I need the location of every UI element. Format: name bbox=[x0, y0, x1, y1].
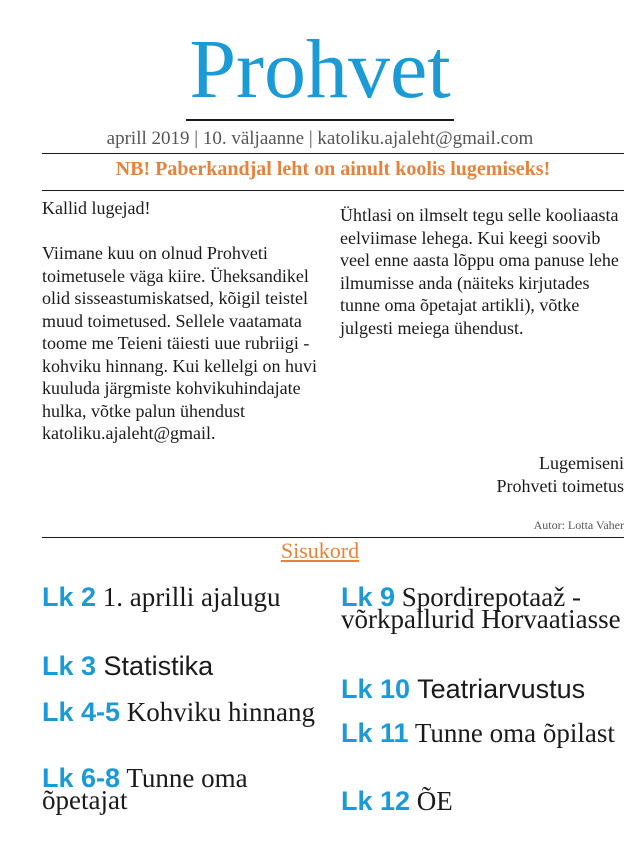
editorial-greeting: Kallid lugejad! bbox=[42, 198, 151, 218]
toc-page-number: Lk 2 bbox=[42, 582, 97, 612]
toc-item-lk9 bbox=[341, 582, 631, 634]
toc-item-lk11 bbox=[341, 718, 631, 748]
toc-label: ÕE bbox=[416, 786, 453, 816]
issue-info: aprill 2019 | 10. väljaanne | katoliku.ajaleht@gmail.com bbox=[106, 128, 534, 149]
toc-label: Tunne oma õpetajat bbox=[42, 763, 248, 815]
toc-label: Kohviku hinnang bbox=[126, 697, 316, 727]
toc-page-number: Lk 9 bbox=[341, 582, 396, 612]
editorial-left-column bbox=[42, 197, 328, 445]
toc-label: Teatriarvustus bbox=[417, 674, 586, 704]
toc-item-lk4-5 bbox=[42, 697, 332, 727]
toc-page-number: Lk 6-8 bbox=[42, 763, 121, 793]
toc-title: Sisukord bbox=[280, 538, 360, 563]
toc-label: Tunne oma õpilast bbox=[414, 718, 615, 748]
paper-notice: NB! Paberkandjal leht on ainult koolis lugemiseks! bbox=[115, 158, 551, 180]
toc-page-number: Lk 10 bbox=[341, 674, 411, 704]
signoff-line-1: Lugemiseni bbox=[539, 453, 624, 473]
signoff-line-2: Prohveti toimetus bbox=[496, 475, 624, 496]
toc-page-number: Lk 3 bbox=[42, 651, 97, 681]
editorial-paragraph-1: Viimane kuu on olnud Prohveti toimetusele väga kiire. Üheksandikel olid sisseastumiskatsed, kõigil teistel muud toimetused. Sellele vaatamata toome me Teieni täiesti uue rubriigi - kohviku hinnang. Kui kellelgi on huvi kuuluda järgmiste kohvikuhindajate hulka, võtke palun ühendust katoliku.ajaleht@gmail. bbox=[42, 243, 317, 443]
toc-item-lk12 bbox=[341, 786, 631, 816]
toc-item-lk6-8 bbox=[42, 763, 332, 815]
toc-page-number: Lk 12 bbox=[341, 786, 411, 816]
toc-label: Spordirepotaaž - võrkpallurid Horvaatiasse bbox=[341, 582, 621, 634]
toc-page-number: Lk 11 bbox=[341, 718, 409, 748]
toc-item-lk3 bbox=[42, 651, 332, 681]
divider-top bbox=[42, 153, 624, 154]
toc-label: 1. aprilli ajalugu bbox=[102, 582, 281, 612]
author-credit: Autor: Lotta Vaher bbox=[533, 518, 624, 532]
title-underline bbox=[186, 119, 454, 121]
toc-page-number: Lk 4-5 bbox=[42, 697, 121, 727]
divider-notice bbox=[42, 190, 624, 191]
toc-item-lk2 bbox=[42, 582, 332, 612]
newspaper-title: Prohvet bbox=[189, 23, 451, 116]
toc-label: Statistika bbox=[103, 651, 214, 681]
toc-item-lk10 bbox=[341, 674, 631, 704]
editorial-right-column bbox=[340, 204, 626, 339]
editorial-paragraph-2: Ühtlasi on ilmselt tegu selle kooliaasta eelviimase lehega. Kui keegi soovib veel enne aasta lõppu oma panuse lehe ilmumisse anda (näiteks kirjutades tunne oma õpetajat artikli), võtke julgesti meiega ühendust. bbox=[340, 205, 619, 338]
editorial-signoff bbox=[340, 452, 624, 497]
